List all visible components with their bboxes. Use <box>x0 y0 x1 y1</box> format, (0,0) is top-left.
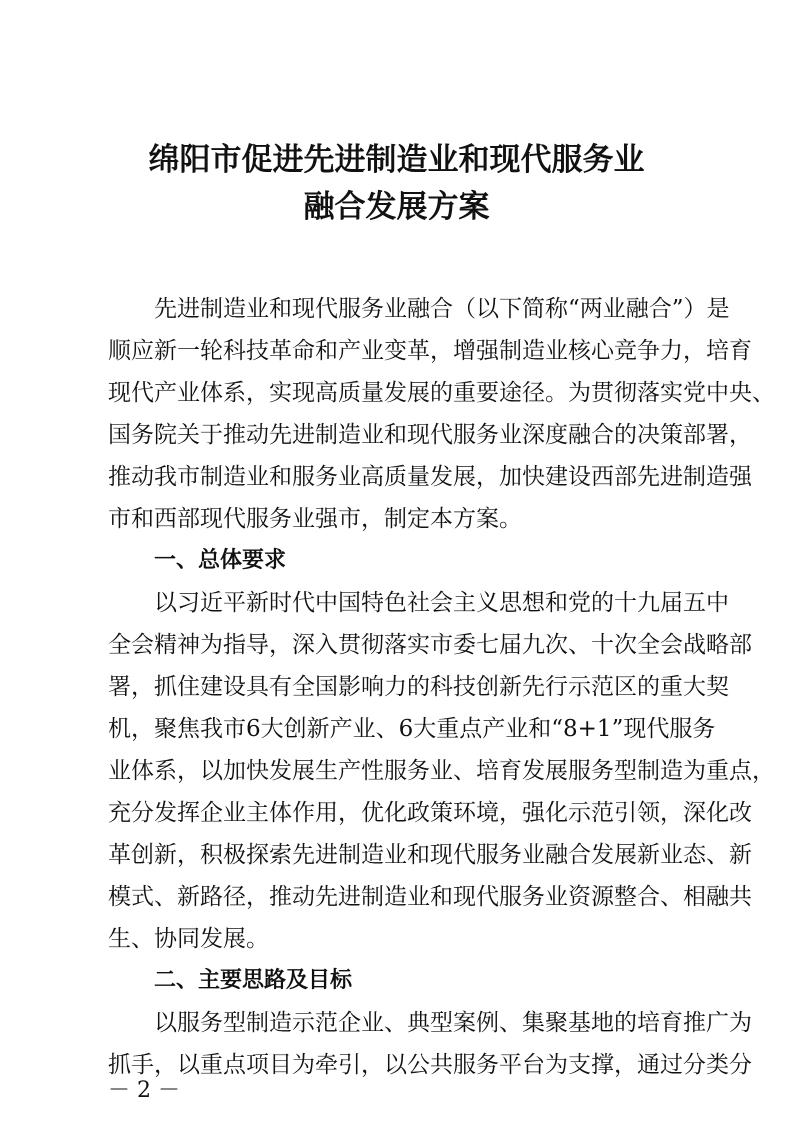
paragraph-line: 全会精神为指导，深入贯彻落实市委七届九次、十次全会战略部 <box>108 632 752 658</box>
paragraph-line: 机，聚焦我市6大创新产业、6大重点产业和“8+1”现代服务 <box>108 716 716 742</box>
paragraph-line: 充分发挥企业主体作用，优化政策环境，强化示范引领，深化改 <box>108 800 752 826</box>
paragraph-line: 顺应新一轮科技革命和产业变革，增强制造业核心竞争力，培育 <box>108 338 752 364</box>
paragraph-line: 模式、新路径，推动先进制造业和现代服务业资源整合、相融共 <box>108 884 752 910</box>
paragraph-line: 先进制造业和现代服务业融合（以下简称“两业融合”）是 <box>154 296 730 322</box>
paragraph-line: 革创新，积极探索先进制造业和现代服务业融合发展新业态、新 <box>108 842 752 868</box>
page-number: － 2 － <box>108 1078 180 1103</box>
section-heading-main-ideas-goals: 二、主要思路及目标 <box>154 968 353 993</box>
paragraph-line: 署，抓住建设具有全国影响力的科技创新先行示范区的重大契 <box>108 674 729 700</box>
section-heading-overall-requirements: 一、总体要求 <box>154 548 287 573</box>
title-line-2: 融合发展方案 <box>303 189 490 225</box>
title-line-1: 绵阳市促进先进制造业和现代服务业 <box>148 142 645 178</box>
paragraph-line: 以习近平新时代中国特色社会主义思想和党的十九届五中 <box>154 590 729 616</box>
paragraph-line: 国务院关于推动先进制造业和现代服务业深度融合的决策部署， <box>108 422 752 448</box>
paragraph-line: 市和西部现代服务业强市，制定本方案。 <box>108 506 522 532</box>
paragraph-line: 抓手，以重点项目为牵引，以公共服务平台为支撑，通过分类分 <box>108 1052 752 1078</box>
paragraph-line: 业体系，以加快发展生产性服务业、培育发展服务型制造为重点， <box>108 758 775 784</box>
paragraph-line: 以服务型制造示范企业、典型案例、集聚基地的培育推广为 <box>154 1010 752 1036</box>
paragraph-line: 生、协同发展。 <box>108 926 269 952</box>
paragraph-line: 推动我市制造业和服务业高质量发展，加快建设西部先进制造强 <box>108 464 752 490</box>
paragraph-line: 现代产业体系，实现高质量发展的重要途径。为贯彻落实党中央、 <box>108 380 775 406</box>
